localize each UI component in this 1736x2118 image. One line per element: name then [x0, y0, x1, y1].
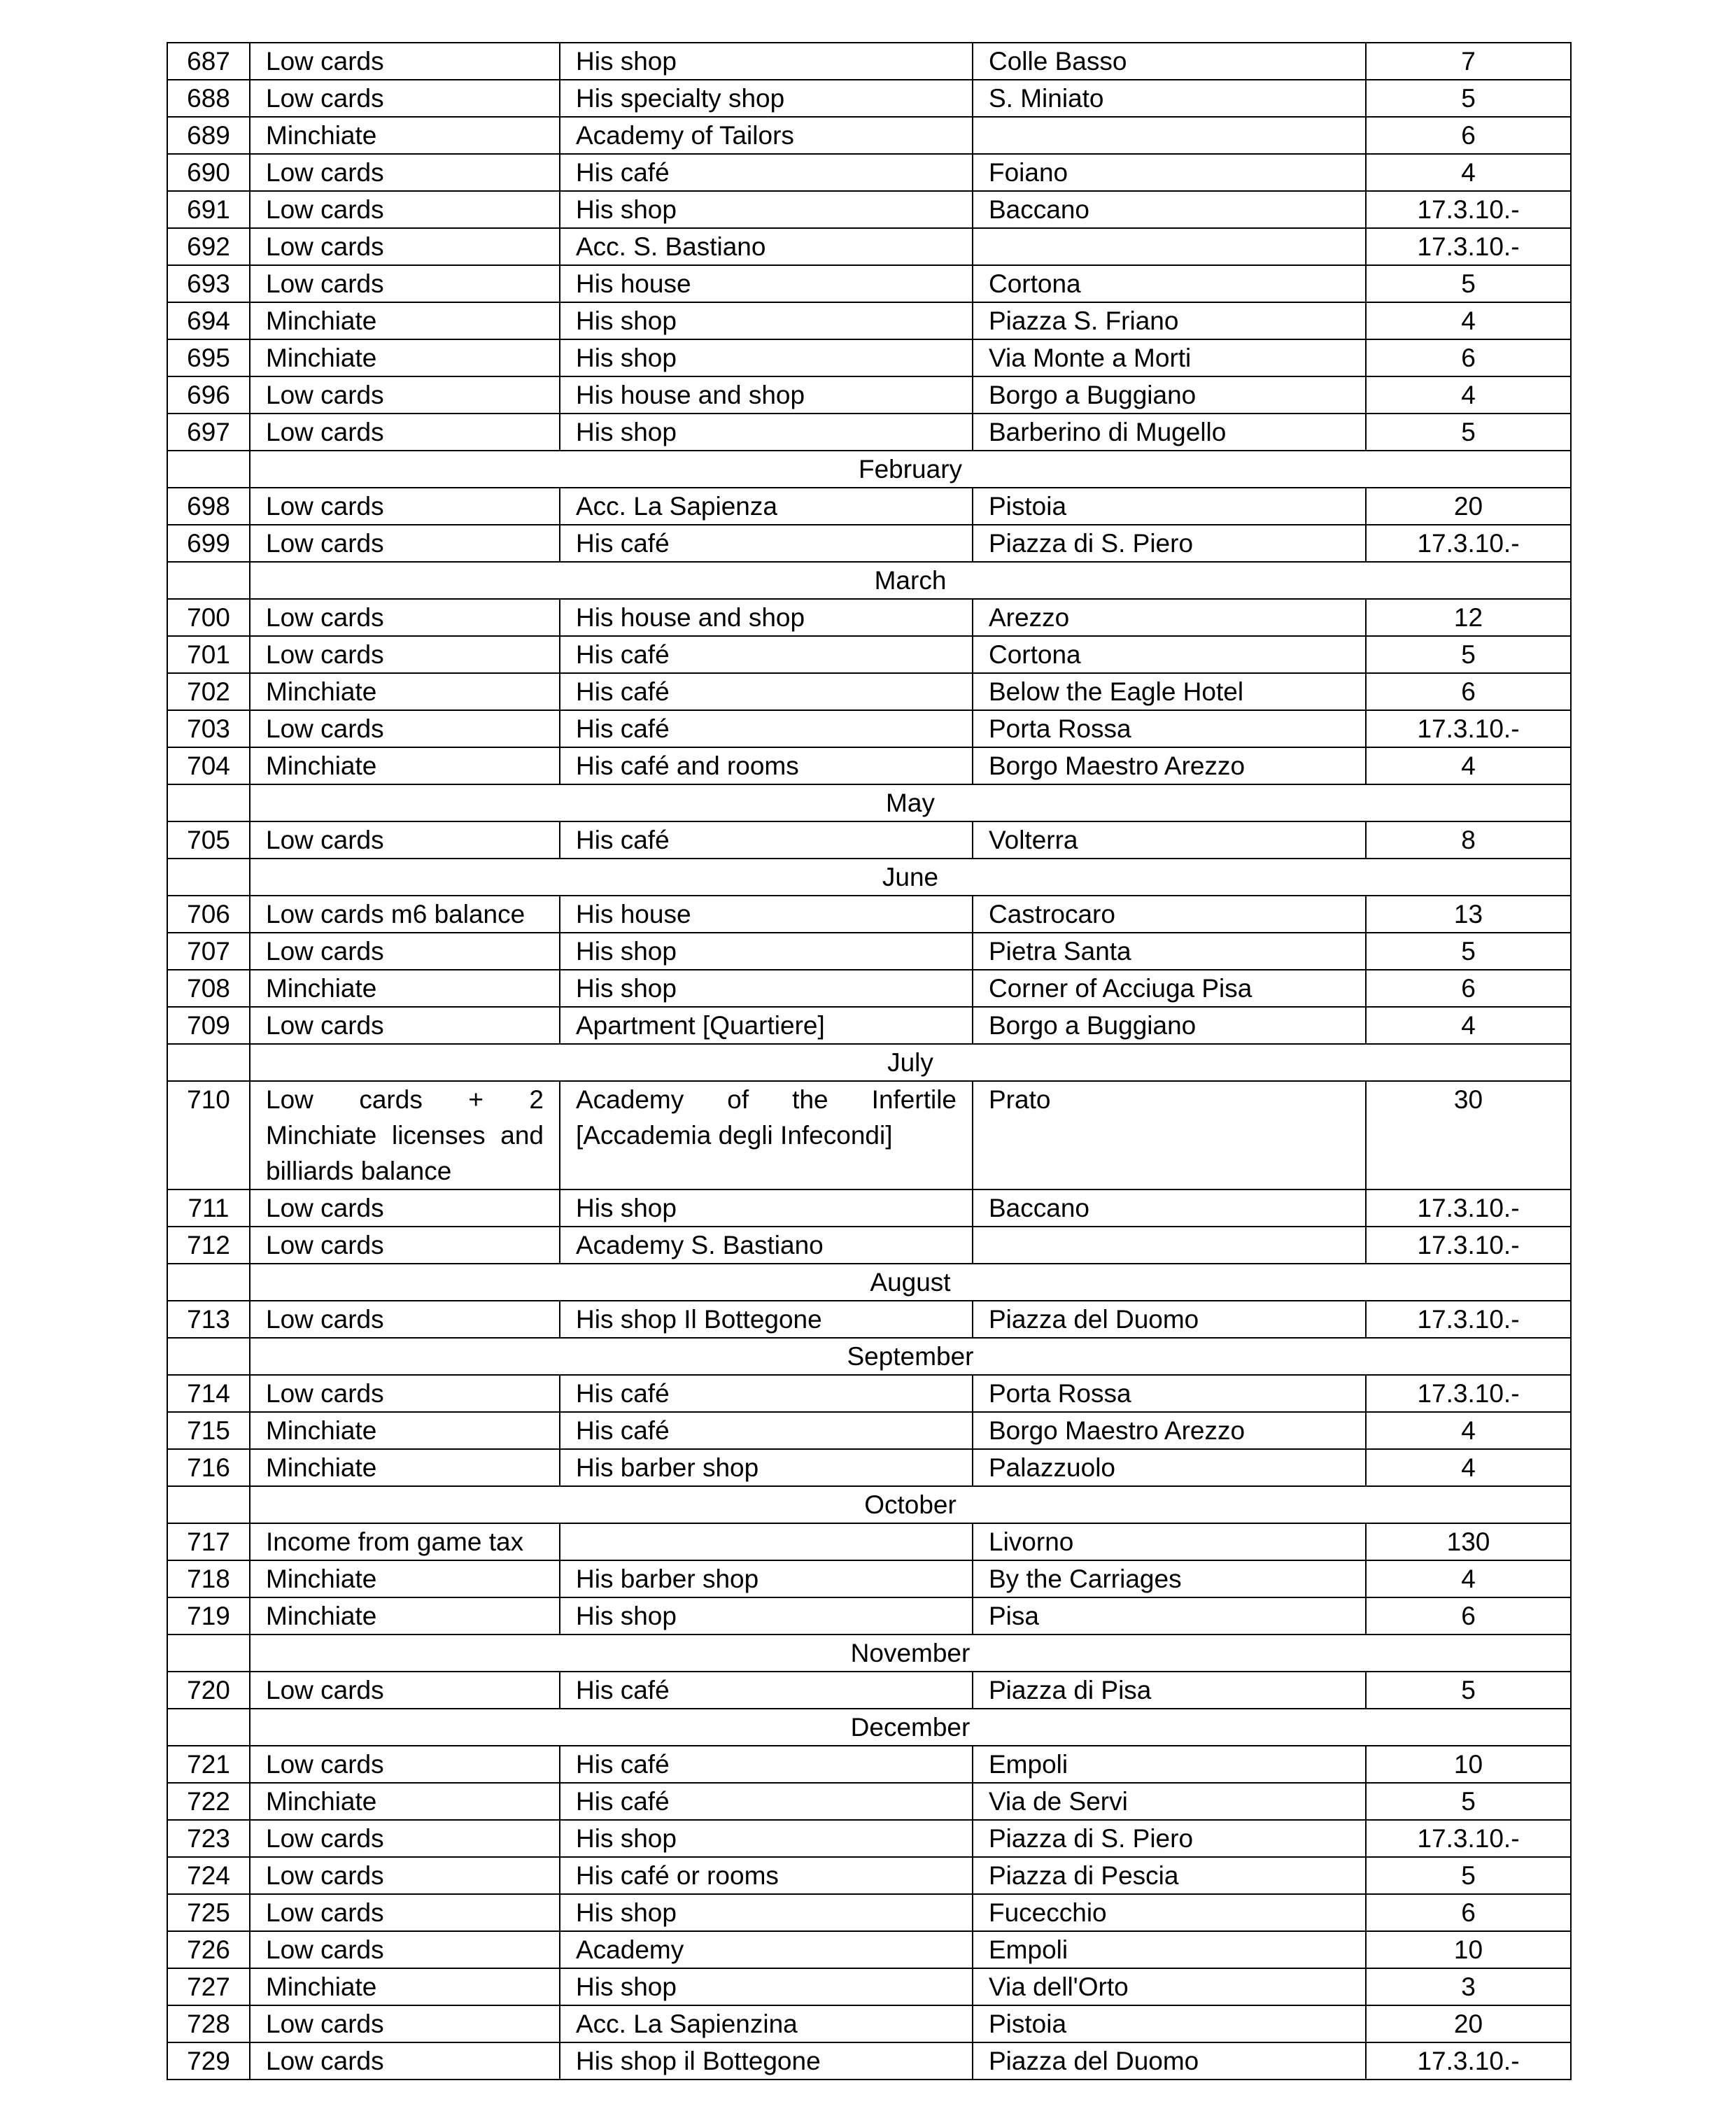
venue-cell: His shop il Bottegone [560, 2042, 973, 2080]
table-row [167, 1449, 1571, 1486]
venue-cell: Acc. S. Bastiano [560, 228, 973, 265]
records-table [167, 42, 1572, 2080]
entry-number-cell: 702 [167, 673, 250, 710]
amount-cell: 4 [1366, 1449, 1571, 1486]
game-type-cell: Income from game tax [250, 1523, 560, 1560]
month-label: September [250, 1338, 1571, 1375]
game-type-cell: Low cards [250, 1301, 560, 1338]
month-label: February [250, 451, 1571, 488]
entry-number-cell: 708 [167, 970, 250, 1007]
month-label: June [250, 859, 1571, 896]
location-cell: Arezzo [973, 599, 1366, 636]
amount-cell: 17.3.10.- [1366, 1227, 1571, 1264]
venue-cell: Academy of the Infertile [Accademia degli Infecondi] [560, 1081, 973, 1189]
table-row [167, 970, 1571, 1007]
entry-number-cell: 713 [167, 1301, 250, 1338]
location-cell: Below the Eagle Hotel [973, 673, 1366, 710]
location-cell: By the Carriages [973, 1560, 1366, 1597]
game-type-cell: Low cards [250, 154, 560, 191]
month-blank-cell [167, 1709, 250, 1746]
game-type-cell: Low cards m6 balance [250, 896, 560, 933]
location-cell: Corner of Acciuga Pisa [973, 970, 1366, 1007]
entry-number-cell: 707 [167, 933, 250, 970]
amount-cell: 17.3.10.- [1366, 710, 1571, 747]
entry-number-cell: 723 [167, 1820, 250, 1857]
table-row [167, 414, 1571, 451]
location-cell: Borgo Maestro Arezzo [973, 747, 1366, 784]
location-cell: Pistoia [973, 2005, 1366, 2042]
table-row [167, 2042, 1571, 2080]
game-type-cell: Low cards [250, 1857, 560, 1894]
month-blank-cell [167, 1635, 250, 1672]
month-blank-cell [167, 784, 250, 821]
venue-cell: His café [560, 525, 973, 562]
game-type-cell: Low cards + 2 Minchiate licenses and billiards balance [250, 1081, 560, 1189]
game-type-cell: Low cards [250, 191, 560, 228]
game-type-cell: Minchiate [250, 970, 560, 1007]
venue-cell: Academy of Tailors [560, 117, 973, 154]
entry-number-cell: 727 [167, 1968, 250, 2005]
amount-cell: 6 [1366, 339, 1571, 376]
entry-number-cell: 704 [167, 747, 250, 784]
location-cell: Pisa [973, 1597, 1366, 1635]
amount-cell: 17.3.10.- [1366, 228, 1571, 265]
month-label: August [250, 1264, 1571, 1301]
venue-cell: His shop [560, 302, 973, 339]
table-row [167, 1672, 1571, 1709]
location-cell: Empoli [973, 1746, 1366, 1783]
location-cell: Piazza del Duomo [973, 1301, 1366, 1338]
amount-cell: 5 [1366, 1672, 1571, 1709]
month-header-row [167, 784, 1571, 821]
game-type-cell: Low cards [250, 414, 560, 451]
entry-number-cell: 693 [167, 265, 250, 302]
month-label: December [250, 1709, 1571, 1746]
amount-cell: 5 [1366, 1783, 1571, 1820]
venue-cell: His café [560, 821, 973, 859]
amount-cell: 30 [1366, 1081, 1571, 1189]
game-type-cell: Minchiate [250, 1597, 560, 1635]
table-row [167, 154, 1571, 191]
game-type-cell: Low cards [250, 376, 560, 414]
table-row [167, 339, 1571, 376]
venue-cell: His shop [560, 970, 973, 1007]
location-cell [973, 1227, 1366, 1264]
game-type-cell: Minchiate [250, 747, 560, 784]
entry-number-cell: 697 [167, 414, 250, 451]
entry-number-cell: 687 [167, 43, 250, 80]
month-blank-cell [167, 562, 250, 599]
entry-number-cell: 694 [167, 302, 250, 339]
venue-cell: Academy S. Bastiano [560, 1227, 973, 1264]
venue-cell: His café [560, 154, 973, 191]
amount-cell: 4 [1366, 376, 1571, 414]
month-label: July [250, 1044, 1571, 1081]
game-type-cell: Low cards [250, 1227, 560, 1264]
location-cell: Pistoia [973, 488, 1366, 525]
venue-cell: His shop [560, 1894, 973, 1931]
location-cell: Via de Servi [973, 1783, 1366, 1820]
location-cell: Via Monte a Morti [973, 339, 1366, 376]
month-label: November [250, 1635, 1571, 1672]
table-row [167, 1597, 1571, 1635]
venue-cell: His house [560, 265, 973, 302]
game-type-cell: Low cards [250, 80, 560, 117]
location-cell: Piazza di Pisa [973, 1672, 1366, 1709]
location-cell: Fucecchio [973, 1894, 1366, 1931]
amount-cell: 10 [1366, 1746, 1571, 1783]
venue-cell: His café or rooms [560, 1857, 973, 1894]
entry-number-cell: 691 [167, 191, 250, 228]
amount-cell: 5 [1366, 636, 1571, 673]
entry-number-cell: 698 [167, 488, 250, 525]
table-row [167, 599, 1571, 636]
month-blank-cell [167, 1044, 250, 1081]
venue-cell: His shop [560, 414, 973, 451]
venue-cell: Apartment [Quartiere] [560, 1007, 973, 1044]
venue-cell: His café [560, 1746, 973, 1783]
month-header-row [167, 1044, 1571, 1081]
month-label: March [250, 562, 1571, 599]
entry-number-cell: 703 [167, 710, 250, 747]
amount-cell: 6 [1366, 970, 1571, 1007]
month-header-row [167, 1635, 1571, 1672]
location-cell: Piazza del Duomo [973, 2042, 1366, 2080]
table-row [167, 1746, 1571, 1783]
entry-number-cell: 716 [167, 1449, 250, 1486]
location-cell: Piazza di S. Piero [973, 1820, 1366, 1857]
table-row [167, 933, 1571, 970]
game-type-cell: Low cards [250, 1189, 560, 1227]
venue-cell: His specialty shop [560, 80, 973, 117]
table-row [167, 228, 1571, 265]
game-type-cell: Minchiate [250, 1968, 560, 2005]
month-label: May [250, 784, 1571, 821]
game-type-cell: Low cards [250, 1007, 560, 1044]
location-cell: Volterra [973, 821, 1366, 859]
entry-number-cell: 709 [167, 1007, 250, 1044]
table-row [167, 1857, 1571, 1894]
venue-cell: His café [560, 1672, 973, 1709]
amount-cell: 5 [1366, 265, 1571, 302]
venue-cell: His café and rooms [560, 747, 973, 784]
amount-cell: 4 [1366, 747, 1571, 784]
entry-number-cell: 699 [167, 525, 250, 562]
amount-cell: 17.3.10.- [1366, 2042, 1571, 2080]
amount-cell: 17.3.10.- [1366, 1189, 1571, 1227]
month-header-row [167, 562, 1571, 599]
location-cell: Pietra Santa [973, 933, 1366, 970]
game-type-cell: Low cards [250, 488, 560, 525]
game-type-cell: Low cards [250, 228, 560, 265]
table-row [167, 1931, 1571, 1968]
entry-number-cell: 724 [167, 1857, 250, 1894]
month-header-row [167, 451, 1571, 488]
location-cell: Colle Basso [973, 43, 1366, 80]
entry-number-cell: 718 [167, 1560, 250, 1597]
game-type-cell: Low cards [250, 525, 560, 562]
location-cell: Barberino di Mugello [973, 414, 1366, 451]
entry-number-cell: 700 [167, 599, 250, 636]
game-type-cell: Low cards [250, 710, 560, 747]
entry-number-cell: 705 [167, 821, 250, 859]
location-cell: Cortona [973, 636, 1366, 673]
table-row [167, 1007, 1571, 1044]
amount-cell: 10 [1366, 1931, 1571, 1968]
amount-cell: 6 [1366, 673, 1571, 710]
entry-number-cell: 711 [167, 1189, 250, 1227]
table-row [167, 636, 1571, 673]
entry-number-cell: 706 [167, 896, 250, 933]
venue-cell: His house [560, 896, 973, 933]
game-type-cell: Low cards [250, 2005, 560, 2042]
game-type-cell: Low cards [250, 821, 560, 859]
venue-cell: His shop [560, 191, 973, 228]
venue-cell: His café [560, 673, 973, 710]
venue-cell: Acc. La Sapienza [560, 488, 973, 525]
table-row [167, 1820, 1571, 1857]
venue-cell: Academy [560, 1931, 973, 1968]
entry-number-cell: 721 [167, 1746, 250, 1783]
table-row [167, 1375, 1571, 1412]
amount-cell: 8 [1366, 821, 1571, 859]
amount-cell: 4 [1366, 1560, 1571, 1597]
venue-cell: His house and shop [560, 599, 973, 636]
amount-cell: 5 [1366, 933, 1571, 970]
amount-cell: 17.3.10.- [1366, 191, 1571, 228]
table-row [167, 896, 1571, 933]
table-row [167, 1523, 1571, 1560]
location-cell: Cortona [973, 265, 1366, 302]
month-blank-cell [167, 1338, 250, 1375]
game-type-cell: Low cards [250, 1672, 560, 1709]
location-cell: Piazza S. Friano [973, 302, 1366, 339]
month-header-row [167, 859, 1571, 896]
location-cell: Palazzuolo [973, 1449, 1366, 1486]
location-cell: Borgo Maestro Arezzo [973, 1412, 1366, 1449]
entry-number-cell: 715 [167, 1412, 250, 1449]
venue-cell: His barber shop [560, 1449, 973, 1486]
venue-cell: His shop [560, 43, 973, 80]
month-header-row [167, 1264, 1571, 1301]
amount-cell: 4 [1366, 302, 1571, 339]
amount-cell: 4 [1366, 1007, 1571, 1044]
table-row [167, 376, 1571, 414]
venue-cell [560, 1523, 973, 1560]
venue-cell: Acc. La Sapienzina [560, 2005, 973, 2042]
amount-cell: 5 [1366, 1857, 1571, 1894]
table-row [167, 1301, 1571, 1338]
table-row [167, 747, 1571, 784]
location-cell: Livorno [973, 1523, 1366, 1560]
venue-cell: His café [560, 710, 973, 747]
month-blank-cell [167, 451, 250, 488]
table-row [167, 1968, 1571, 2005]
location-cell: Castrocaro [973, 896, 1366, 933]
entry-number-cell: 729 [167, 2042, 250, 2080]
amount-cell: 20 [1366, 488, 1571, 525]
amount-cell: 6 [1366, 117, 1571, 154]
month-blank-cell [167, 1264, 250, 1301]
amount-cell: 6 [1366, 1597, 1571, 1635]
entry-number-cell: 722 [167, 1783, 250, 1820]
location-cell: Via dell'Orto [973, 1968, 1366, 2005]
table-row [167, 117, 1571, 154]
venue-cell: His barber shop [560, 1560, 973, 1597]
game-type-cell: Minchiate [250, 673, 560, 710]
game-type-cell: Low cards [250, 1820, 560, 1857]
venue-cell: His shop [560, 1189, 973, 1227]
table-row [167, 1894, 1571, 1931]
entry-number-cell: 726 [167, 1931, 250, 1968]
game-type-cell: Minchiate [250, 1449, 560, 1486]
table-row [167, 191, 1571, 228]
game-type-cell: Minchiate [250, 1560, 560, 1597]
entry-number-cell: 696 [167, 376, 250, 414]
amount-cell: 7 [1366, 43, 1571, 80]
table-row [167, 525, 1571, 562]
table-row [167, 821, 1571, 859]
table-row [167, 1227, 1571, 1264]
venue-cell: His café [560, 1375, 973, 1412]
table-row [167, 1189, 1571, 1227]
amount-cell: 12 [1366, 599, 1571, 636]
amount-cell: 17.3.10.- [1366, 1375, 1571, 1412]
entry-number-cell: 728 [167, 2005, 250, 2042]
venue-cell: His house and shop [560, 376, 973, 414]
venue-cell: His café [560, 636, 973, 673]
location-cell: Baccano [973, 191, 1366, 228]
venue-cell: His shop [560, 1820, 973, 1857]
location-cell [973, 228, 1366, 265]
game-type-cell: Minchiate [250, 302, 560, 339]
table-row [167, 673, 1571, 710]
table-row [167, 488, 1571, 525]
table-row [167, 265, 1571, 302]
entry-number-cell: 719 [167, 1597, 250, 1635]
amount-cell: 13 [1366, 896, 1571, 933]
amount-cell: 17.3.10.- [1366, 1301, 1571, 1338]
table-row [167, 1081, 1571, 1189]
amount-cell: 5 [1366, 414, 1571, 451]
entry-number-cell: 688 [167, 80, 250, 117]
table-row [167, 1560, 1571, 1597]
location-cell: Piazza di Pescia [973, 1857, 1366, 1894]
game-type-cell: Low cards [250, 636, 560, 673]
game-type-cell: Low cards [250, 265, 560, 302]
month-label: October [250, 1486, 1571, 1523]
amount-cell: 17.3.10.- [1366, 1820, 1571, 1857]
location-cell: S. Miniato [973, 80, 1366, 117]
location-cell: Borgo a Buggiano [973, 376, 1366, 414]
location-cell: Prato [973, 1081, 1366, 1189]
amount-cell: 5 [1366, 80, 1571, 117]
table-row [167, 80, 1571, 117]
amount-cell: 20 [1366, 2005, 1571, 2042]
table-row [167, 2005, 1571, 2042]
entry-number-cell: 725 [167, 1894, 250, 1931]
venue-cell: His shop [560, 933, 973, 970]
location-cell: Baccano [973, 1189, 1366, 1227]
game-type-cell: Low cards [250, 43, 560, 80]
game-type-cell: Low cards [250, 1931, 560, 1968]
entry-number-cell: 717 [167, 1523, 250, 1560]
month-header-row [167, 1709, 1571, 1746]
month-header-row [167, 1486, 1571, 1523]
entry-number-cell: 701 [167, 636, 250, 673]
game-type-cell: Minchiate [250, 339, 560, 376]
amount-cell: 4 [1366, 154, 1571, 191]
entry-number-cell: 712 [167, 1227, 250, 1264]
entry-number-cell: 714 [167, 1375, 250, 1412]
game-type-cell: Minchiate [250, 117, 560, 154]
table-row [167, 710, 1571, 747]
month-blank-cell [167, 1486, 250, 1523]
table-row [167, 1412, 1571, 1449]
table-row [167, 1783, 1571, 1820]
entry-number-cell: 710 [167, 1081, 250, 1189]
amount-cell: 4 [1366, 1412, 1571, 1449]
month-blank-cell [167, 859, 250, 896]
table-row [167, 302, 1571, 339]
venue-cell: His café [560, 1783, 973, 1820]
venue-cell: His café [560, 1412, 973, 1449]
game-type-cell: Minchiate [250, 1412, 560, 1449]
location-cell: Borgo a Buggiano [973, 1007, 1366, 1044]
location-cell: Piazza di S. Piero [973, 525, 1366, 562]
amount-cell: 130 [1366, 1523, 1571, 1560]
game-type-cell: Low cards [250, 599, 560, 636]
records-body [167, 43, 1571, 2080]
game-type-cell: Minchiate [250, 1783, 560, 1820]
venue-cell: His shop [560, 1597, 973, 1635]
location-cell: Foiano [973, 154, 1366, 191]
amount-cell: 17.3.10.- [1366, 525, 1571, 562]
location-cell: Porta Rossa [973, 1375, 1366, 1412]
entry-number-cell: 692 [167, 228, 250, 265]
location-cell: Porta Rossa [973, 710, 1366, 747]
game-type-cell: Low cards [250, 1746, 560, 1783]
month-header-row [167, 1338, 1571, 1375]
game-type-cell: Low cards [250, 933, 560, 970]
location-cell [973, 117, 1366, 154]
entry-number-cell: 720 [167, 1672, 250, 1709]
game-type-cell: Low cards [250, 2042, 560, 2080]
entry-number-cell: 690 [167, 154, 250, 191]
game-type-cell: Low cards [250, 1894, 560, 1931]
game-type-cell: Low cards [250, 1375, 560, 1412]
table-row [167, 43, 1571, 80]
entry-number-cell: 695 [167, 339, 250, 376]
venue-cell: His shop [560, 1968, 973, 2005]
entry-number-cell: 689 [167, 117, 250, 154]
amount-cell: 3 [1366, 1968, 1571, 2005]
venue-cell: His shop Il Bottegone [560, 1301, 973, 1338]
location-cell: Empoli [973, 1931, 1366, 1968]
venue-cell: His shop [560, 339, 973, 376]
amount-cell: 6 [1366, 1894, 1571, 1931]
